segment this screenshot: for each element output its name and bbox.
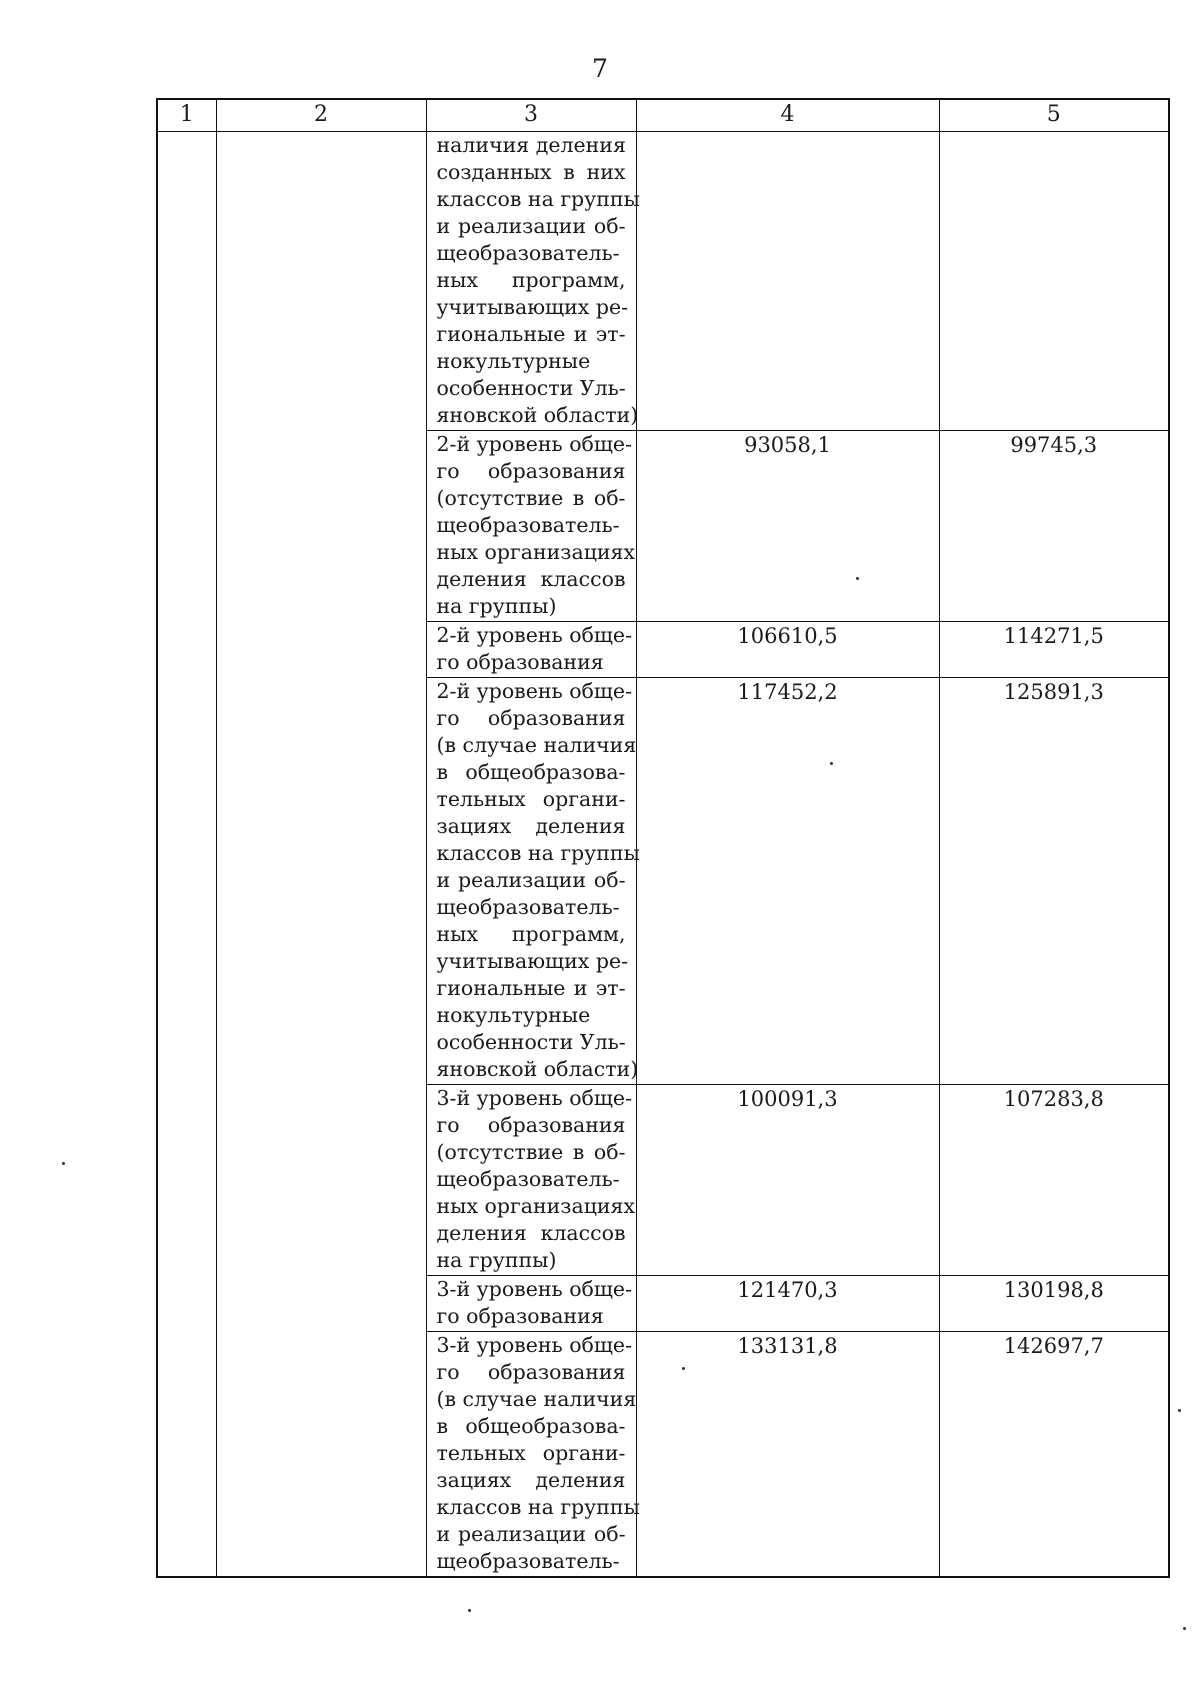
column-header-2: 2 xyxy=(216,99,426,132)
text-line: го образования xyxy=(436,1360,626,1384)
text-line: 3-й уровень обще- xyxy=(436,1086,632,1110)
cell-value-col5: 114271,5 xyxy=(939,622,1169,678)
text-line: го образования xyxy=(436,459,626,483)
text-line: тельных органи- xyxy=(436,787,626,811)
table-row xyxy=(157,132,1169,431)
text-line: (в случае наличия xyxy=(436,733,637,757)
text-line: тельных органи- xyxy=(436,1441,626,1465)
text-line: особенности Уль- xyxy=(436,1030,626,1054)
cell-col2 xyxy=(216,132,426,1578)
text-line: классов на группы xyxy=(436,187,640,211)
text-line: ных организациях xyxy=(436,1194,636,1218)
text-line: 3-й уровень обще- xyxy=(436,1333,632,1357)
text-line: нокультурные xyxy=(436,1003,591,1027)
cell-value-col4: 117452,2 xyxy=(636,678,939,1085)
text-line: (отсутствие в об- xyxy=(436,1140,626,1164)
text-line: на группы) xyxy=(436,1248,557,1272)
text-line: гиональные и эт- xyxy=(436,322,626,346)
text-line: го образования xyxy=(436,1304,604,1328)
cell-value-col4: 133131,8 xyxy=(636,1332,939,1578)
cell-value-col5: 130198,8 xyxy=(939,1276,1169,1332)
text-line: го образования xyxy=(436,1113,626,1137)
text-line: классов на группы xyxy=(436,841,640,865)
cell-description xyxy=(426,431,636,622)
text-line: ных организациях xyxy=(436,540,636,564)
text-line: 3-й уровень обще- xyxy=(436,1277,632,1301)
text-line: 2-й уровень обще- xyxy=(436,679,632,703)
scan-speck xyxy=(682,1367,685,1370)
page-number: 7 xyxy=(592,54,608,83)
text-line: деления классов xyxy=(436,567,626,591)
text-line: щеобразователь- xyxy=(436,1549,620,1573)
tariff-table xyxy=(156,98,1170,1578)
column-header-1: 1 xyxy=(157,99,216,132)
text-line: и реализации об- xyxy=(436,1522,626,1546)
cell-description xyxy=(426,1332,640,1578)
text-line: учитывающих ре- xyxy=(436,295,629,319)
text-line: наличия деления xyxy=(436,133,626,157)
column-header-5: 5 xyxy=(939,99,1169,132)
text-line: на группы) xyxy=(436,594,557,618)
text-line: 2-й уровень обще- xyxy=(436,432,632,456)
scan-speck xyxy=(468,1609,471,1612)
text-line: классов на группы xyxy=(436,1495,640,1519)
cell-description xyxy=(426,622,636,678)
text-line: нокультурные xyxy=(436,349,591,373)
cell-description xyxy=(426,132,640,431)
text-line: зациях деления xyxy=(436,814,626,838)
scan-speck xyxy=(1178,1409,1181,1412)
cell-value-col4: 93058,1 xyxy=(636,431,939,622)
text-line: го образования xyxy=(436,706,626,730)
text-line: го образования xyxy=(436,650,604,674)
text-line: 2-й уровень обще- xyxy=(436,623,632,647)
text-line: в общеобразова- xyxy=(436,760,626,784)
text-line: ных программ, xyxy=(436,268,626,292)
text-line: щеобразователь- xyxy=(436,241,620,265)
text-line: щеобразователь- xyxy=(436,513,620,537)
table-header-row xyxy=(157,99,1169,132)
text-line: и реализации об- xyxy=(436,868,626,892)
text-line: в общеобразова- xyxy=(436,1414,626,1438)
cell-value-col5 xyxy=(939,132,1169,431)
scan-speck xyxy=(830,762,833,765)
scan-speck xyxy=(62,1162,65,1165)
text-line: щеобразователь- xyxy=(436,895,620,919)
text-line: (в случае наличия xyxy=(436,1387,637,1411)
text-line: гиональные и эт- xyxy=(436,976,626,1000)
cell-value-col4 xyxy=(636,132,939,431)
cell-description xyxy=(426,678,640,1085)
cell-col1 xyxy=(157,132,216,1578)
cell-value-col4: 100091,3 xyxy=(636,1085,939,1276)
text-line: и реализации об- xyxy=(436,214,626,238)
text-line: яновской области) xyxy=(436,403,639,427)
column-header-4: 4 xyxy=(636,99,939,132)
column-header-3: 3 xyxy=(426,99,636,132)
text-line: ных программ, xyxy=(436,922,626,946)
cell-value-col4: 106610,5 xyxy=(636,622,939,678)
cell-value-col5: 107283,8 xyxy=(939,1085,1169,1276)
scan-speck xyxy=(856,577,859,580)
text-line: щеобразователь- xyxy=(436,1167,620,1191)
text-line: деления классов xyxy=(436,1221,626,1245)
text-line: зациях деления xyxy=(436,1468,626,1492)
cell-value-col5: 99745,3 xyxy=(939,431,1169,622)
text-line: особенности Уль- xyxy=(436,376,626,400)
cell-description xyxy=(426,1276,636,1332)
text-line: созданных в них xyxy=(436,160,626,184)
text-line: (отсутствие в об- xyxy=(436,486,626,510)
text-line: яновской области) xyxy=(436,1057,639,1081)
cell-description xyxy=(426,1085,636,1276)
text-line: учитывающих ре- xyxy=(436,949,629,973)
cell-value-col5: 142697,7 xyxy=(939,1332,1169,1578)
cell-value-col5: 125891,3 xyxy=(939,678,1169,1085)
cell-value-col4: 121470,3 xyxy=(636,1276,939,1332)
scan-speck xyxy=(1183,1627,1186,1630)
